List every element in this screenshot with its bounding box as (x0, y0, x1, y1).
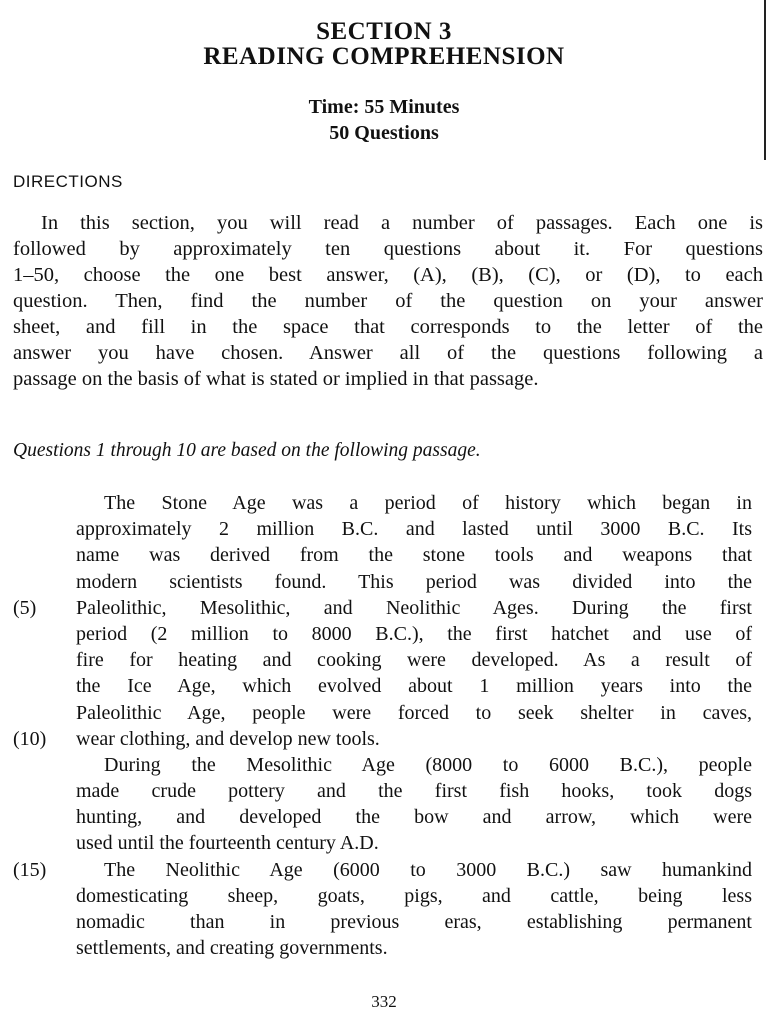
passage-text: domesticating sheep, goats, pigs, and cattle, being less (76, 884, 752, 907)
passage-text: nomadic than in previous eras, establishing permanent (76, 911, 752, 933)
passage-line (0, 726, 768, 752)
page-number: 332 (371, 992, 397, 1011)
passage-text: The Stone Age was a period of history which began in (104, 492, 752, 514)
line-number: (15) (13, 858, 47, 881)
question-count: 50 Questions (329, 122, 439, 144)
passage-line (0, 857, 768, 883)
passage-line (0, 883, 768, 909)
passage-text: used until the fourteenth century A.D. (76, 832, 379, 855)
passage-text: Paleolithic, Mesolithic, and Neolithic Ages. During the first (76, 596, 752, 619)
section-subject-heading: READING COMPREHENSION (203, 43, 565, 70)
passage-line (0, 778, 768, 804)
passage-text: made crude pottery and the first fish hooks, took dogs (76, 780, 752, 803)
directions-line: followed by approximately ten questions about it. For questions (13, 238, 763, 260)
directions-line: answer you have chosen. Answer all of the questions following a (13, 342, 763, 364)
passage-line (0, 490, 768, 516)
passage-line (0, 595, 768, 621)
passage-text: approximately 2 million B.C. and lasted until 3000 B.C. Its (76, 518, 752, 541)
directions-line: 1–50, choose the one best answer, (A), (B), (C), or (D), to each (13, 264, 763, 286)
section-heading: SECTION 3 (316, 18, 452, 45)
reading-passage (0, 490, 768, 961)
passage-text: hunting, and developed the bow and arrow, which were (76, 806, 752, 829)
passage-line (0, 909, 768, 935)
passage-line (0, 569, 768, 595)
directions-line: passage on the basis of what is stated or implied in that passage. (13, 368, 539, 390)
time-limit: Time: 55 Minutes (308, 96, 460, 118)
passage-line (0, 752, 768, 778)
passage-line (0, 830, 768, 856)
passage-text: modern scientists found. This period was divided into the (76, 570, 752, 593)
directions-line: sheet, and fill in the space that corresponds to the letter of the (13, 316, 763, 338)
passage-text: period (2 million to 8000 B.C.), the first hatchet and use of (76, 622, 752, 645)
directions-line: question. Then, find the number of the question on your answer (13, 290, 763, 312)
passage-text: wear clothing, and develop new tools. (76, 727, 380, 750)
passage-text: The Neolithic Age (6000 to 3000 B.C.) saw humankind (104, 858, 752, 881)
passage-text: fire for heating and cooking were developed. As a result of (76, 649, 752, 672)
passage-line (0, 647, 768, 673)
line-number: (10) (13, 727, 47, 750)
directions-heading: DIRECTIONS (13, 172, 123, 191)
passage-line (0, 935, 768, 961)
passage-text: settlements, and creating governments. (76, 937, 388, 960)
directions-paragraph (13, 210, 763, 392)
question-intro: Questions 1 through 10 are based on the following passage. (13, 440, 481, 461)
passage-line (0, 516, 768, 542)
passage-line (0, 542, 768, 568)
passage-text: Paleolithic Age, people were forced to seek shelter in caves, (76, 701, 752, 724)
passage-text: During the Mesolithic Age (8000 to 6000 B.C.), people (104, 753, 752, 776)
directions-line: In this section, you will read a number of passages. Each one is (41, 212, 763, 234)
passage-line (0, 673, 768, 699)
passage-text: name was derived from the stone tools and weapons that (76, 544, 752, 567)
passage-line (0, 621, 768, 647)
passage-text: the Ice Age, which evolved about 1 million years into the (76, 675, 752, 698)
passage-line (0, 700, 768, 726)
passage-line (0, 804, 768, 830)
line-number: (5) (13, 596, 37, 619)
